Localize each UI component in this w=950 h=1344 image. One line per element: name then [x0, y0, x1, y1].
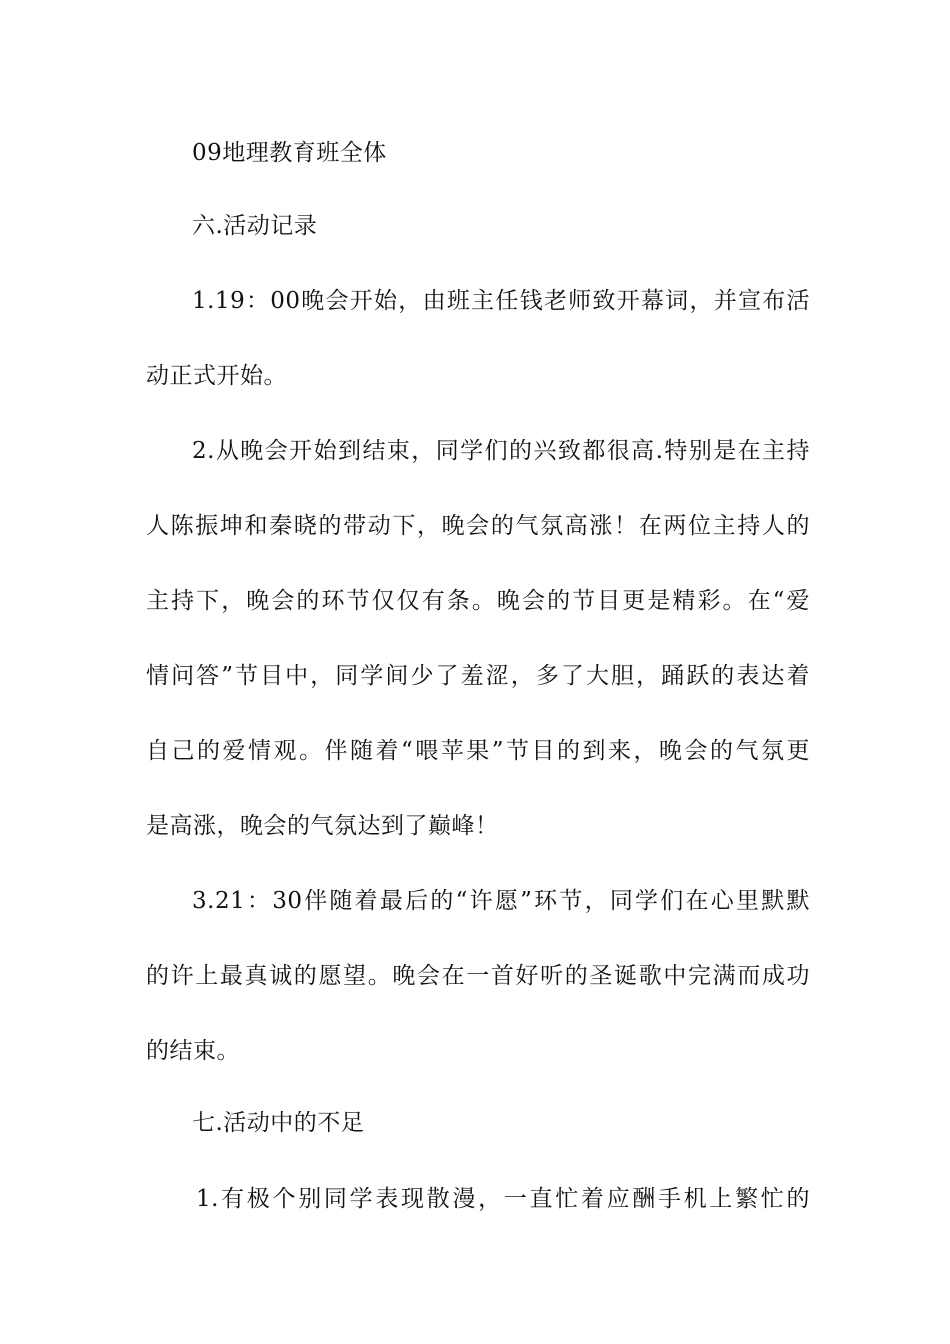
paragraph-line: 3.21：30伴随着最后的“许愿”环节，同学们在心里默默 [192, 888, 810, 914]
paragraph-line: 动正式开始。 [146, 363, 287, 389]
participants-line: 09地理教育班全体 [192, 140, 387, 166]
paragraph-line: 的结束。 [146, 1038, 240, 1064]
paragraph-line: 1.有极个别同学表现散漫，一直忙着应酬手机上繁忙的 [196, 1186, 810, 1212]
paragraph-line: 情问答”节目中，同学间少了羞涩，多了大胆，踊跃的表达着 [146, 663, 810, 689]
section-heading-activity-record: 六.活动记录 [192, 213, 318, 239]
paragraph-line: 1.19：00晚会开始，由班主任钱老师致开幕词，并宣布活 [192, 288, 810, 314]
section-heading-shortcomings: 七.活动中的不足 [192, 1110, 365, 1136]
paragraph-line: 主持下，晚会的环节仅仅有条。晚会的节目更是精彩。在“爱 [146, 588, 810, 614]
paragraph-line: 人陈振坤和秦晓的带动下，晚会的气氛高涨！在两位主持人的 [146, 513, 810, 539]
paragraph-line: 2.从晚会开始到结束，同学们的兴致都很高.特别是在主持 [192, 438, 810, 464]
paragraph-line: 的许上最真诚的愿望。晚会在一首好听的圣诞歌中完满而成功 [146, 963, 810, 989]
paragraph-line: 自己的爱情观。伴随着“喂苹果”节目的到来，晚会的气氛更 [146, 738, 810, 764]
paragraph-line: 是高涨，晚会的气氛达到了巅峰！ [146, 813, 499, 839]
